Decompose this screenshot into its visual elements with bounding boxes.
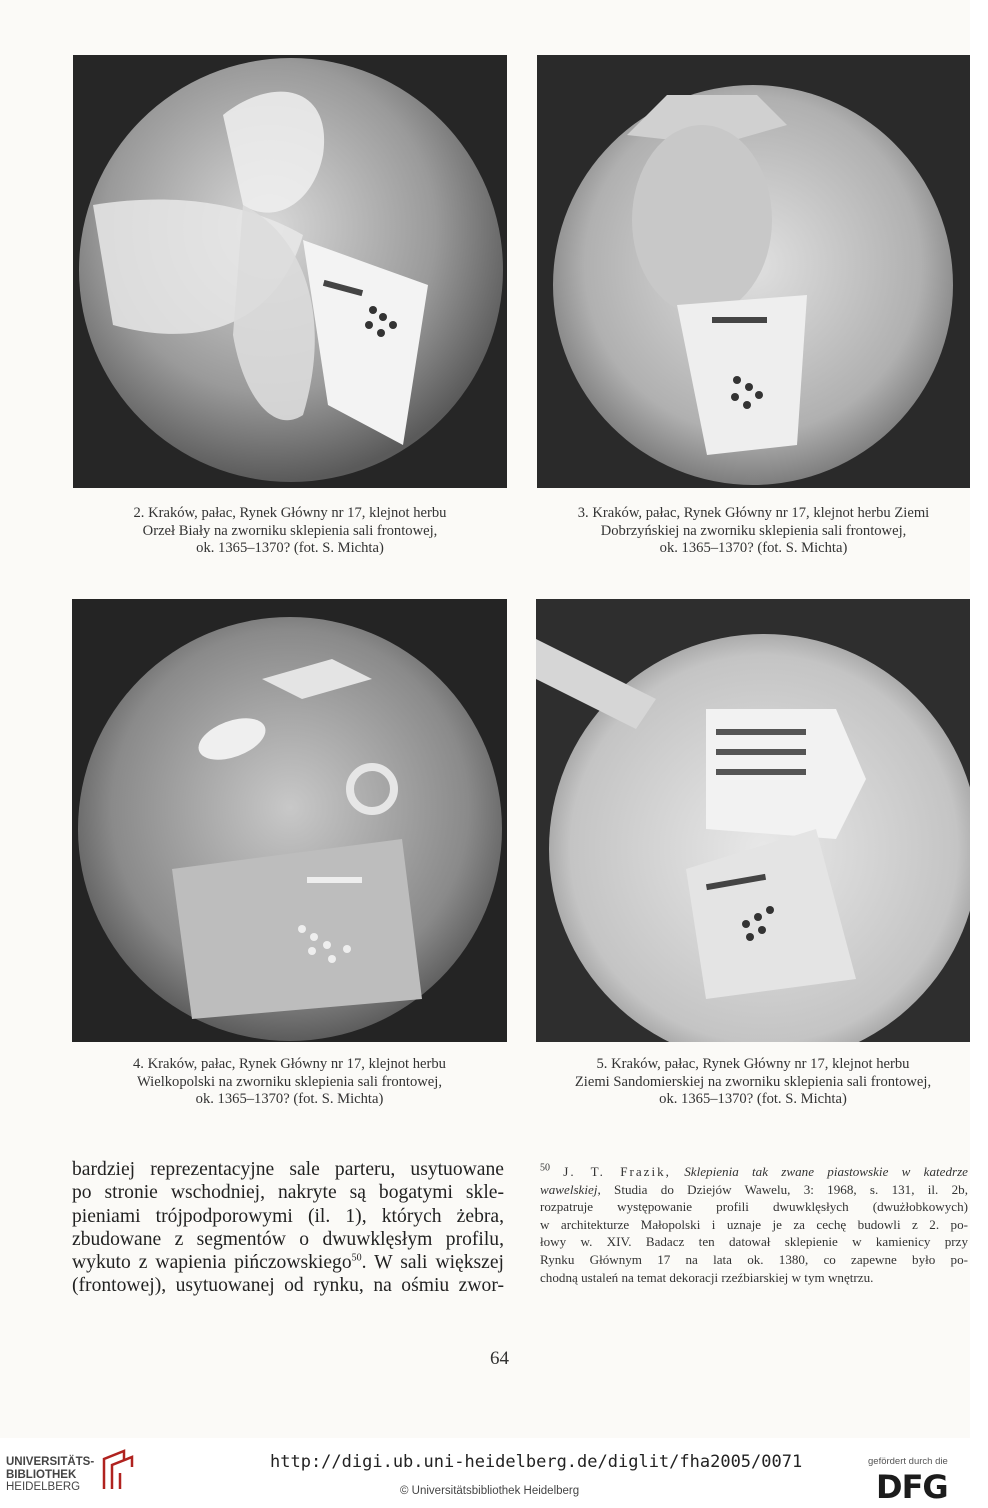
body-line: bardziej reprezentacyjne sale parteru, usytuowane	[72, 1159, 504, 1180]
body-line: po stronie wschodniej, nakryte są bogatymi skle-	[72, 1182, 504, 1204]
footnote-line: łowy w. XIV. Badacz ten datował sklepienie w kamienicy przy	[540, 1234, 968, 1250]
copyright-notice: © Universitätsbibliothek Heidelberg	[400, 1485, 580, 1497]
footnote-line	[540, 1181, 968, 1199]
library-line: HEIDELBERG	[6, 1481, 81, 1493]
footnote	[540, 1163, 968, 1286]
figure-5-image	[536, 599, 970, 1042]
footnote-author: J. T. Frazik,	[563, 1164, 671, 1179]
figure-4-image	[72, 599, 507, 1042]
footnote-title: Sklepienia tak zwane piastowskie w katedrze	[684, 1164, 968, 1179]
footnote-line: rozpatruje występowanie profili dwuwklęsłych (dwużłobkowych)	[540, 1199, 968, 1215]
footnote-reference[interactable]: 50	[351, 1252, 362, 1264]
footnote-text: Studia do Dziejów Wawelu, 3: 1968, s. 131, il. 2b,	[614, 1181, 968, 1197]
figure-4-caption	[72, 1056, 507, 1109]
footnote-line: chodną ustaleń na temat dekoracji rzeźbiarskiej w tym wnętrzu.	[540, 1269, 874, 1285]
library-logo-text[interactable]	[6, 1456, 94, 1494]
digitization-footer	[0, 1438, 988, 1508]
caption-line: 5. Kraków, pałac, Rynek Główny nr 17, klejnot herbu	[596, 1056, 910, 1072]
body-line-text: . W sali większej	[361, 1252, 504, 1274]
dfg-logo[interactable]: DFG	[876, 1468, 948, 1506]
caption-line: ok. 1365–1370? (fot. S. Michta)	[659, 1091, 847, 1107]
caption-line: Ziemi Sandomierskiej na zworniku sklepienia sali frontowej,	[574, 1073, 932, 1090]
footnote-line: w architekturze Małopolski i uznaje je za cechę budowli z 2. po-	[540, 1216, 968, 1232]
funding-label: gefördert durch die	[868, 1456, 948, 1467]
library-line: UNIVERSITÄTS-	[6, 1456, 95, 1468]
body-line	[72, 1251, 504, 1274]
footnote-number: 50	[540, 1162, 550, 1174]
footnote-line: Rynku Głównym 17 na lata ok. 1380, co zapewne było po-	[540, 1251, 968, 1267]
figure-2-image	[73, 55, 507, 488]
caption-line: ok. 1365–1370? (fot. S. Michta)	[195, 1091, 384, 1107]
library-line: BIBLIOTHEK	[6, 1468, 77, 1481]
caption-line: 3. Kraków, pałac, Rynek Główny nr 17, klejnot herbu Ziemi	[577, 505, 930, 521]
figure-5-caption	[536, 1056, 970, 1109]
figure-5-photo	[536, 599, 970, 1042]
body-line-text: wykuto z wapienia pińczowskiego	[72, 1252, 352, 1274]
figure-2-caption	[73, 505, 507, 558]
figure-2-photo	[73, 55, 507, 488]
figure-3-caption	[537, 505, 970, 558]
document-url-link[interactable]: http://digi.ub.uni-heidelberg.de/diglit/fha2005/0071	[270, 1452, 803, 1472]
footnote-line	[540, 1163, 968, 1181]
body-line: (frontowej), usytuowanej od rynku, na ośmiu zwor-	[72, 1275, 504, 1297]
caption-line: ok. 1365–1370? (fot. S. Michta)	[659, 540, 848, 556]
library-logo-icon	[100, 1449, 136, 1491]
footnote-title: wawelskiej,	[540, 1181, 601, 1197]
figure-4-photo	[72, 599, 507, 1042]
page-number: 64	[490, 1348, 509, 1369]
caption-line: ok. 1365–1370? (fot. S. Michta)	[196, 540, 384, 556]
caption-line: Dobrzyńskiej na zworniku sklepienia sali frontowej,	[600, 522, 907, 539]
body-line: zbudowane z segmentów o dwuwklęsłym profilu,	[72, 1228, 504, 1250]
caption-line: 2. Kraków, pałac, Rynek Główny nr 17, klejnot herbu	[133, 505, 447, 521]
caption-line: Wielkopolski na zworniku sklepienia sali frontowej,	[136, 1073, 442, 1090]
figure-3-image	[537, 55, 970, 488]
figure-3-photo	[537, 55, 970, 488]
caption-line: 4. Kraków, pałac, Rynek Główny nr 17, klejnot herbu	[133, 1056, 446, 1072]
body-text	[72, 1158, 504, 1298]
caption-line: Orzeł Biały na zworniku sklepienia sali frontowej,	[142, 522, 438, 539]
body-line: pieniami trójpodporowymi (il. 1), których żebra,	[72, 1205, 504, 1227]
